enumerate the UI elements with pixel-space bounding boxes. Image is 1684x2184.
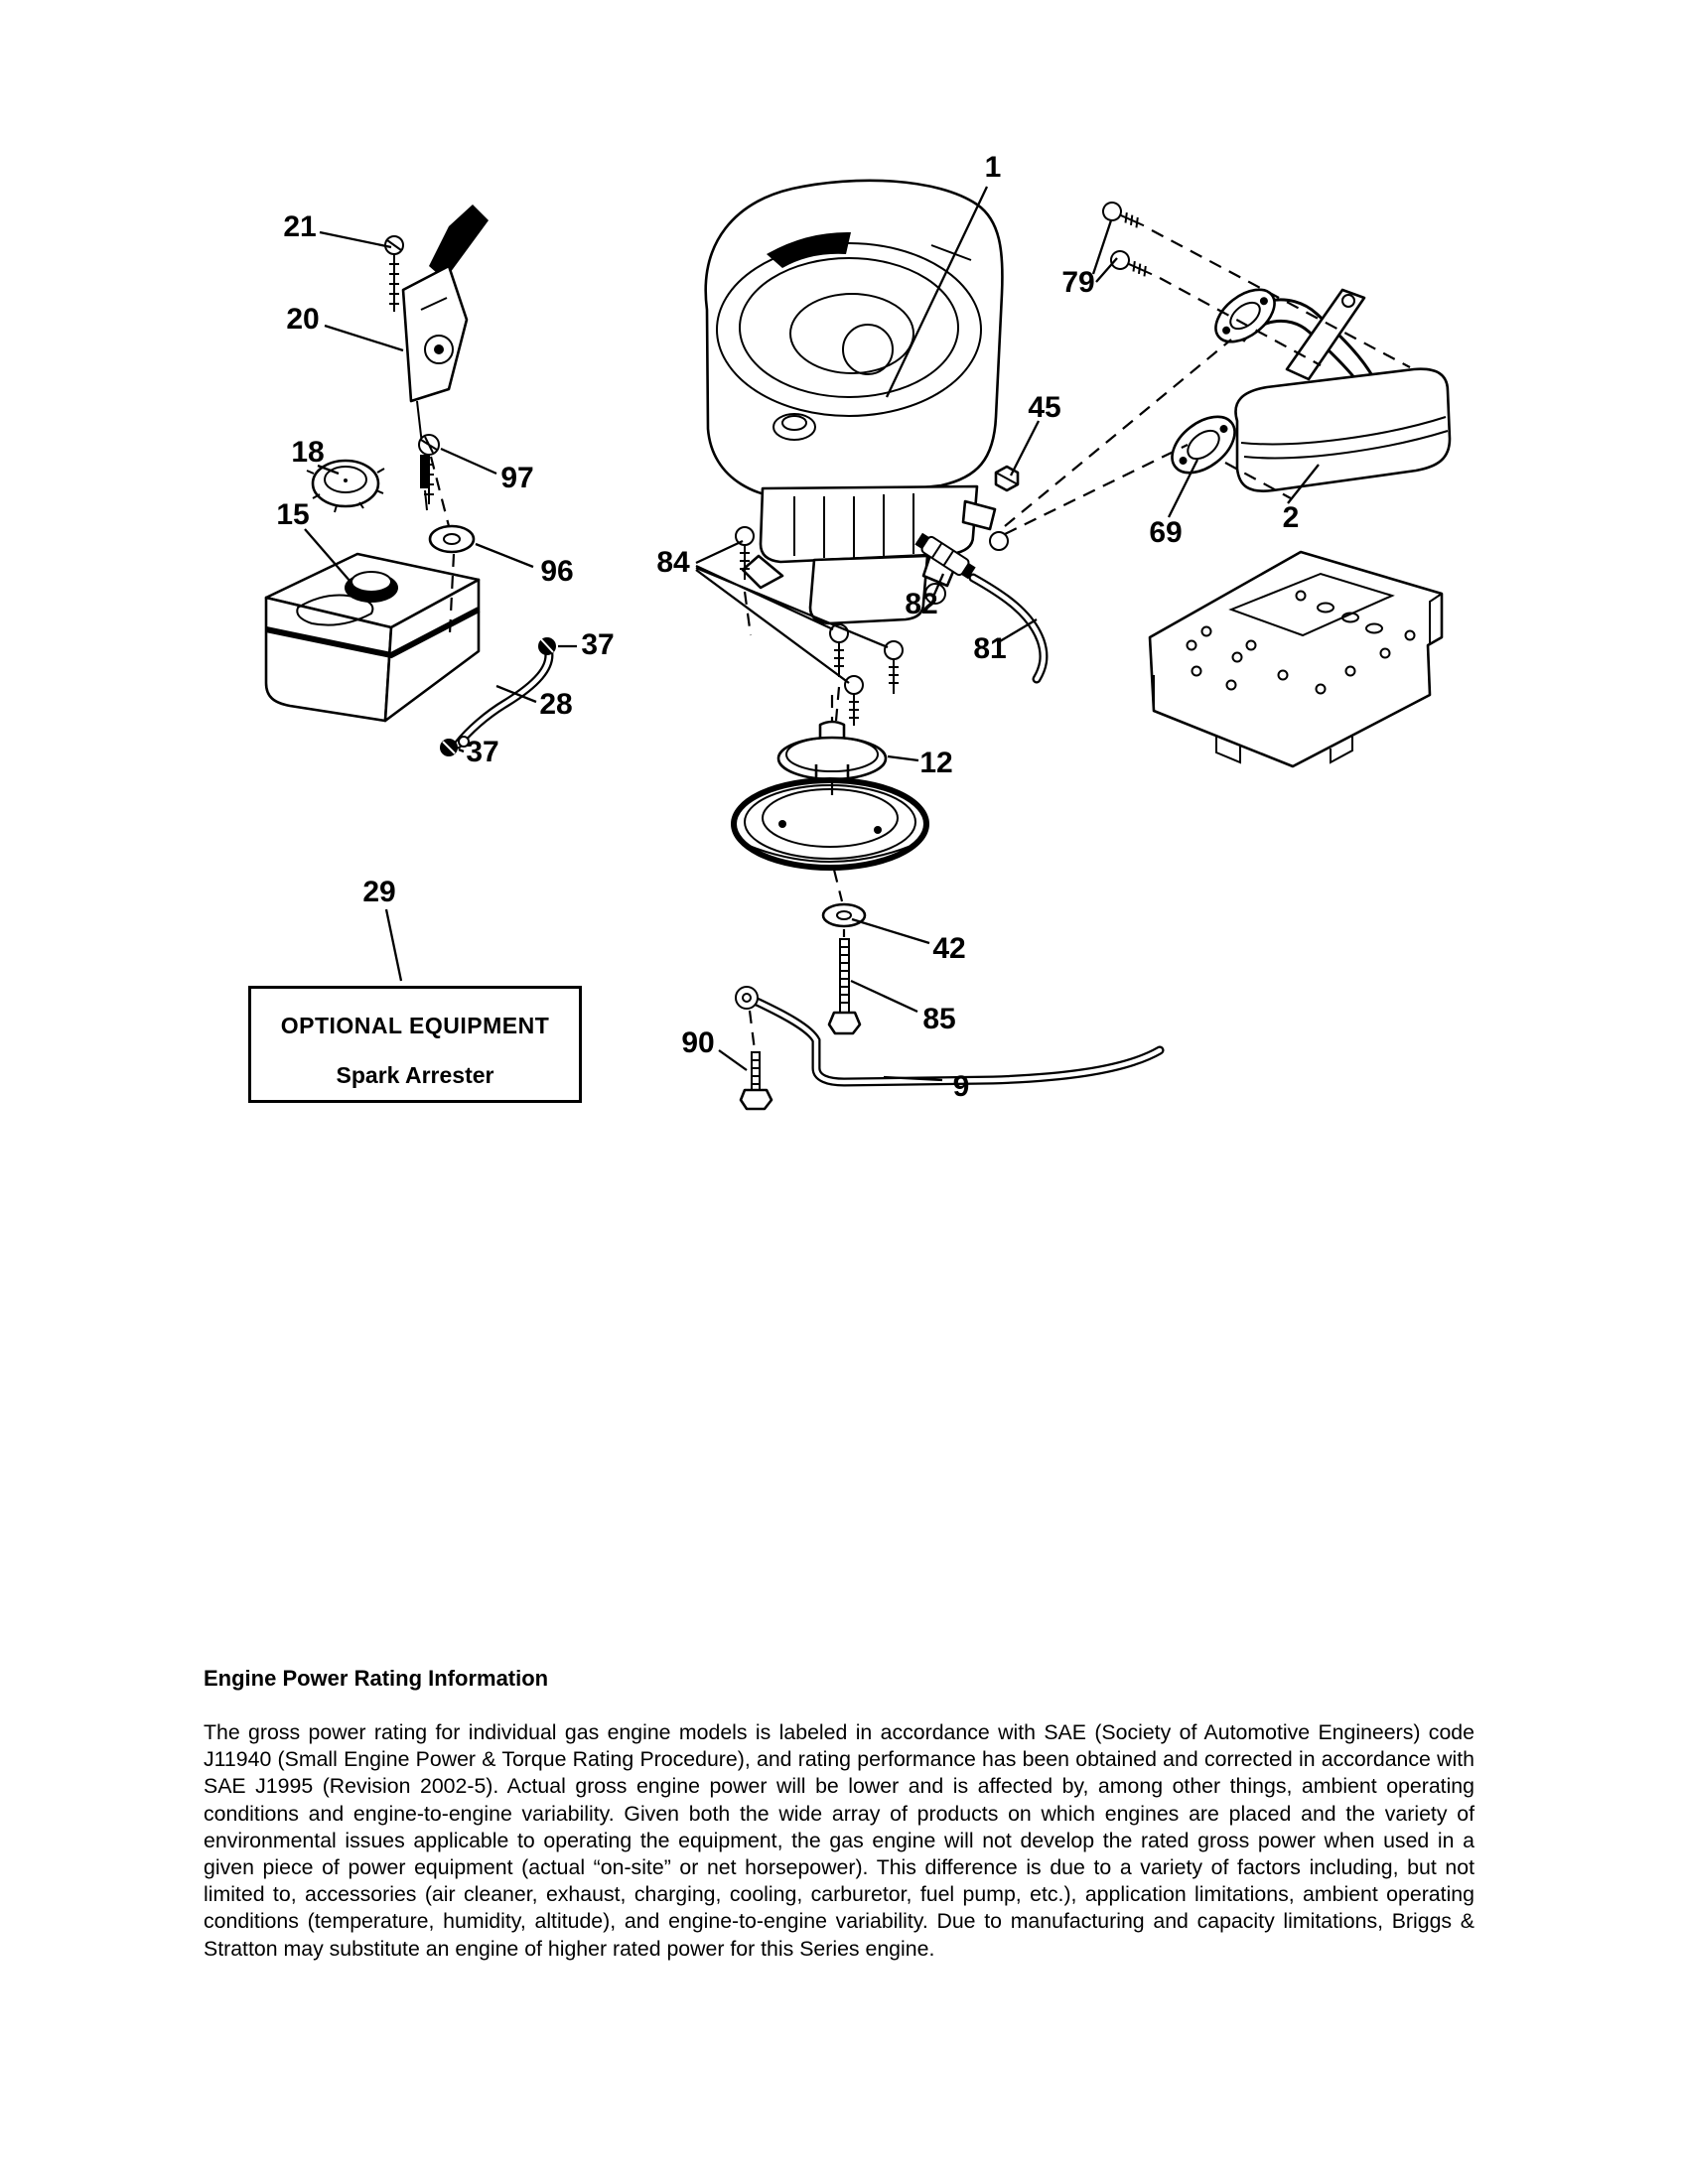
callout-82: 82 — [905, 587, 938, 620]
optional-equipment-title: OPTIONAL EQUIPMENT — [280, 1013, 550, 1038]
callout-85: 85 — [922, 1002, 956, 1035]
engine-power-rating-section — [204, 1666, 1474, 1963]
pulley-illustration — [734, 722, 926, 868]
callout-9: 9 — [952, 1069, 970, 1103]
callout-84: 84 — [656, 545, 690, 579]
callout-81: 81 — [973, 631, 1007, 665]
exhaust-gasket-illustration — [1162, 405, 1245, 483]
callout-79: 79 — [1061, 265, 1095, 299]
callout-12: 12 — [919, 746, 953, 779]
callout-21: 21 — [283, 209, 317, 243]
callout-97: 97 — [500, 461, 534, 494]
throttle-control-illustration — [385, 205, 489, 510]
section-body: The gross power rating for individual gas engine models is labeled in accordance with SAE (Society of Automotive Engineers) code J11940 (Small Engine Power & Torque Rating Procedure), and rating performance has been obtained and corrected in accordance with SAE J1995 (Revision 2002-5). Actual gross engine power will be lower and is affected by, among other things, ambient operating conditions and engine-to-engine variability. Given both the wide array of products on which engines are placed and the variety of environmental issues applicable to operating the equipment, the gas engine will not develop the rated gross power when used in a given piece of power equipment (actual “on-site” or net horsepower). This difference is due to a variety of factors including, but not limited to, accessories (air cleaner, exhaust, charging, cooling, carburetor, fuel pump, etc.), application limitations, ambient operating conditions (temperature, humidity, altitude), and engine-to-engine variability. Due to manufacturing and capacity limitations, Briggs & Stratton may substitute an engine of higher rated power for this Series engine. — [204, 1720, 1474, 1961]
callout-2: 2 — [1282, 500, 1300, 534]
callout-37-lower: 37 — [466, 735, 499, 768]
callout-1: 1 — [984, 150, 1002, 184]
callout-96: 96 — [540, 554, 574, 588]
optional-equipment-box — [248, 986, 582, 1103]
mounting-plate-illustration — [1150, 552, 1442, 766]
muffler-illustration — [1206, 279, 1450, 490]
callout-90: 90 — [681, 1025, 715, 1059]
washer-42-illustration — [823, 904, 865, 926]
callout-69: 69 — [1149, 515, 1183, 549]
callout-20: 20 — [286, 302, 320, 336]
callout-18: 18 — [291, 435, 325, 469]
optional-equipment-subtitle: Spark Arrester — [336, 1062, 494, 1088]
bolt-85-illustration — [829, 939, 860, 1033]
muffler-screws-illustration — [1100, 200, 1156, 282]
bolt-90-illustration — [741, 1052, 772, 1109]
callout-28: 28 — [539, 687, 573, 721]
fuel-tank-illustration — [266, 554, 479, 721]
callout-42: 42 — [932, 931, 966, 965]
washer-96-illustration — [430, 526, 474, 552]
callout-15: 15 — [276, 497, 310, 531]
callout-45: 45 — [1028, 390, 1061, 424]
section-heading: Engine Power Rating Information — [204, 1666, 549, 1691]
callout-29: 29 — [362, 875, 396, 908]
callout-37-upper: 37 — [581, 627, 615, 661]
